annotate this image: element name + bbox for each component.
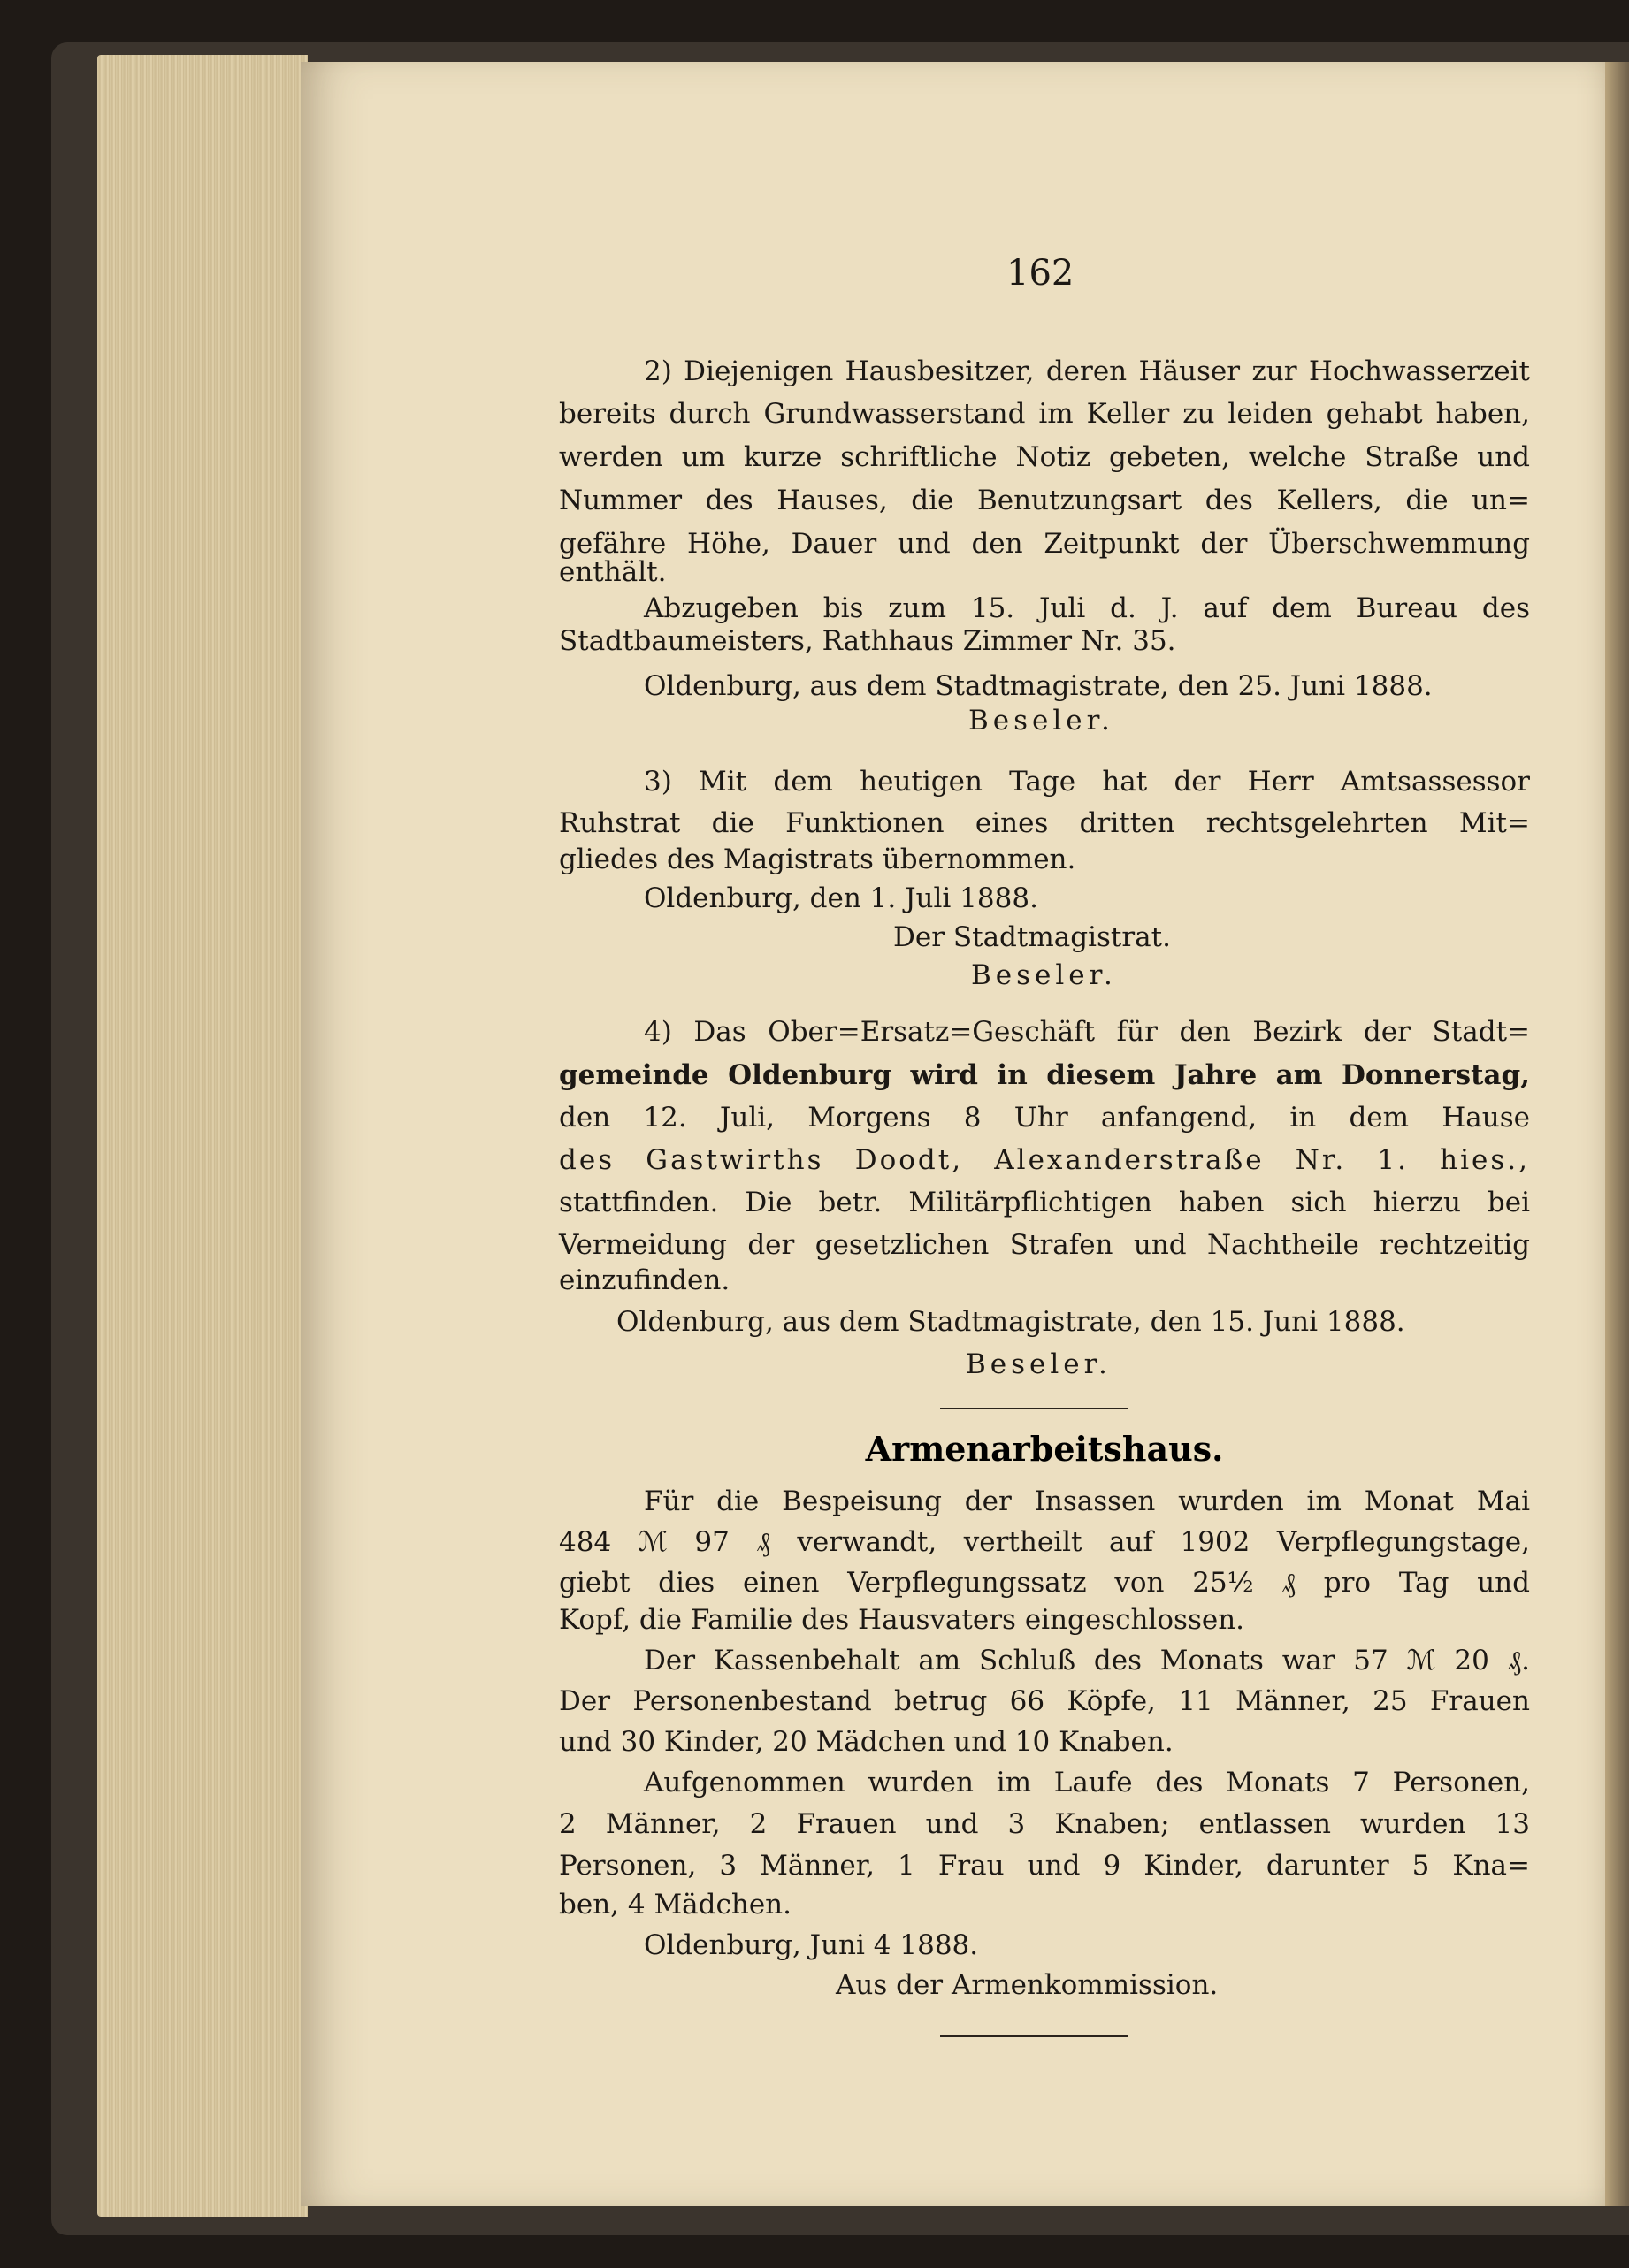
text-line: enthält. — [559, 556, 667, 588]
text-line: 3) Mit dem heutigen Tage hat der Herr Amtsassessor — [644, 766, 1530, 798]
text-line: Abzugeben bis zum 15. Juli d. J. auf dem Bureau des — [644, 592, 1530, 624]
signatory: Der Stadtmagistrat. — [893, 921, 1171, 953]
dateline: Oldenburg, aus dem Stadtmagistrate, den 15. Juni 1888. — [616, 1306, 1405, 1338]
dateline: Oldenburg, aus dem Stadtmagistrate, den 25. Juni 1888. — [644, 670, 1433, 702]
dateline: Oldenburg, den 1. Juli 1888. — [644, 882, 1038, 914]
section-heading: Armenarbeitshaus. — [865, 1429, 1224, 1469]
text-line: stattfinden. Die betr. Militärpflichtigen haben sich hierzu bei — [559, 1187, 1530, 1218]
text-line: Aufgenommen wurden im Laufe des Monats 7 Personen, — [644, 1767, 1530, 1798]
text-line: Ruhstrat die Funktionen eines dritten rechtsgelehrten Mit= — [559, 807, 1530, 839]
signature: Beseler. — [971, 959, 1117, 991]
page-stack-edges — [97, 55, 308, 2217]
signature: Beseler. — [966, 1348, 1112, 1380]
text-line: werden um kurze schriftliche Notiz gebeten, welche Straße und — [559, 441, 1530, 473]
next-page-edge — [1605, 62, 1629, 2206]
text-line: Nummer des Hauses, die Benutzungsart des Kellers, die un= — [559, 485, 1530, 516]
text-line: 4) Das Ober=Ersatz=Geschäft für den Bezirk der Stadt= — [644, 1016, 1530, 1048]
text-line: giebt dies einen Verpflegungssatz von 25½ ₰ pro Tag und — [559, 1567, 1530, 1599]
signatory: Aus der Armenkommission. — [836, 1969, 1219, 2001]
text-line: bereits durch Grundwasserstand im Keller zu leiden gehabt haben, — [559, 398, 1530, 430]
text-line: und 30 Kinder, 20 Mädchen und 10 Knaben. — [559, 1726, 1174, 1758]
text-line: 2) Diejenigen Hausbesitzer, deren Häuser zur Hochwasserzeit — [644, 355, 1530, 387]
dateline: Oldenburg, Juni 4 1888. — [644, 1929, 979, 1961]
text-line: Stadtbaumeisters, Rathhaus Zimmer Nr. 35. — [559, 625, 1176, 657]
text-line: 2 Männer, 2 Frauen und 3 Knaben; entlassen wurden 13 — [559, 1808, 1530, 1840]
text-line: ben, 4 Mädchen. — [559, 1889, 792, 1921]
page-number: 162 — [1006, 253, 1075, 294]
text-line: einzufinden. — [559, 1264, 730, 1296]
text-line: 484 ℳ 97 ₰ verwandt, vertheilt auf 1902 Verpflegungstage, — [559, 1526, 1530, 1558]
text-line: gliedes des Magistrats übernommen. — [559, 844, 1076, 875]
text-line: den 12. Juli, Morgens 8 Uhr anfangend, in dem Hause — [559, 1102, 1530, 1134]
text-line: gemeinde Oldenburg wird in diesem Jahre am Donnerstag, — [559, 1059, 1530, 1091]
signature: Beseler. — [968, 705, 1114, 737]
text-line: Der Personenbestand betrug 66 Köpfe, 11 Männer, 25 Frauen — [559, 1685, 1530, 1717]
text-line: Vermeidung der gesetzlichen Strafen und Nachtheile rechtzeitig — [559, 1229, 1530, 1261]
text-line: gefähre Höhe, Dauer und den Zeitpunkt der Überschwemmung — [559, 528, 1530, 560]
text-line: Kopf, die Familie des Hausvaters eingeschlossen. — [559, 1604, 1245, 1636]
text-line: Für die Bespeisung der Insassen wurden im Monat Mai — [644, 1485, 1530, 1517]
text-line: Personen, 3 Männer, 1 Frau und 9 Kinder, darunter 5 Kna= — [559, 1850, 1530, 1882]
divider — [940, 1408, 1128, 1409]
text-line: des Gastwirths Doodt, Alexanderstraße Nr. 1. hies., — [559, 1144, 1530, 1176]
text-line: Der Kassenbehalt am Schluß des Monats war 57 ℳ 20 ₰. — [644, 1645, 1530, 1676]
divider — [940, 2035, 1128, 2037]
